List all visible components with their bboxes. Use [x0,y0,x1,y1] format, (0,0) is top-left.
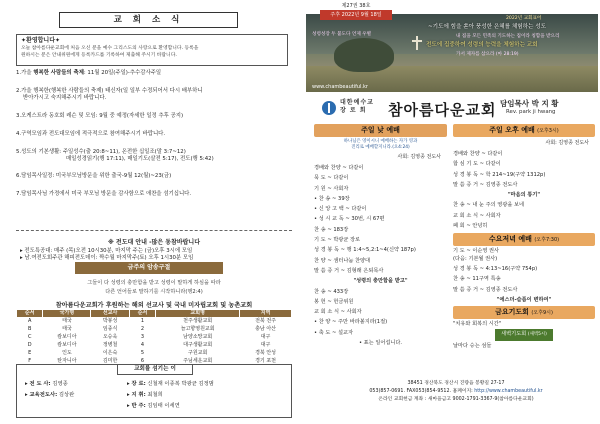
worker-line [127,379,214,389]
welcome-heading: ✦환영합니다✦ [21,37,61,44]
workers-heading: 교회를 섬기는 이 [117,364,193,375]
cell: 충남 아산 [255,326,276,332]
pastor-name-en: Rev. park ji hwang [506,109,556,115]
banner-url[interactable]: www.chambeautiful.kr [312,84,368,90]
evangelism-item: ▸ 남.여전도회주관 해피전도데이: 짝수월 마지막주(토) 오후 1시30분 모임 [20,255,194,261]
verse-body [16,279,292,297]
cell: 김미한 [102,358,118,364]
cell: 정병철 [102,342,118,348]
col-header: 국가명 [43,310,91,318]
banner-motto-1: ~기도에 힘을 쏟아 풍성한 은혜를 체험하는 성도 [428,24,547,30]
welcome-text-line: 오늘 참아름다운교회에 처음 오신 분을 예수 그리스도의 사랑으로 환영합니다. 등록을 [21,46,199,51]
service-verse [314,139,447,151]
service-leader: 사회: 김영종 전도사 [545,140,589,146]
service-time: (새벽5시) [527,332,547,338]
order-item: 폐 회 ~ 안녕히 [453,223,488,230]
verse-line: 다른 언어들로 말하기를 시작하니라(행2:4) [105,289,203,295]
order-item: 찬 양 ~ 샘터나눔 찬양대 [314,257,371,264]
order-item: • 찬 송 ~ 39장 [314,195,350,202]
cell: F [28,358,32,364]
sunday-am-service [314,124,447,348]
cell: 경북 안성 [255,350,276,356]
table-row [17,334,292,342]
worker-name: 최철희 [147,392,163,398]
cell: 임종식 [102,326,118,332]
order-item: 찬 송 ~ 11구역 특송 [453,276,501,283]
worker-line [127,390,163,400]
cell: 전북 전주 [255,318,276,325]
news-item [16,131,292,138]
bank-account: 온라인 교회헌금 계좌 : 새마을금고 9002-1791-3367-9(참아름다운교회) [378,397,534,402]
cell: 늘고향영원교회 [180,326,215,332]
service-title-text: 주일 오후 예배 [489,126,535,134]
cell: E [28,350,32,356]
service-time: (오후3시) [537,128,559,134]
order-list [314,163,447,348]
news-item [16,149,292,163]
cell: 오승욱 [102,334,118,340]
order-item: 성 경 봉 독 ~ 행 1:4~5,2:1~4(신약 187p) [314,247,416,254]
order-item: 묵 도 ~ 다같이 [314,175,349,182]
cell: 천주생활교회 [183,318,213,325]
col-header: 순서 [17,310,43,318]
cell: 박봉성 [102,318,118,325]
mission-heading: 참아름다운교회가 후원하는 해외 선교사 및 국내 미자립교회 및 농촌교회 [55,302,253,309]
col-header: 교회명 [156,310,240,318]
table-row [17,350,292,358]
denomination-line: 장 로 회 [340,107,367,114]
order-item: 경배와 찬양 ~ 다같이 [453,151,503,157]
news-item [16,88,292,102]
order-item: 기 도 ~ 박광균 장로 [314,237,361,244]
sermon-title: "성령의 충만함을 받고" [353,278,408,285]
sermon-title: "치유와 회복의 시간" [453,321,502,328]
cell: 2 [140,326,145,332]
worker-line [25,390,74,400]
cell: 3 [140,334,145,340]
cell: 캄보디아 [57,342,77,348]
worker-name: 신철재 이종복 박광균 김정범 [147,381,214,387]
cell: 인도 [62,350,72,356]
cell: 구원교회 [188,350,208,356]
col-header: 선교사 [91,310,129,318]
cell: 캄보디아 [57,334,77,340]
church-name: 참아름다운교회 [388,101,497,119]
order-item: • 축 도 ~ 설교자 [314,329,354,336]
verse-line: 진리로 예배할지니라.(요4:24) [351,145,410,150]
worker-line [127,401,180,411]
service-time: (오후9시) [531,310,553,317]
evangelism-item: ▸ 전도특공대: 매주 (목)오전 10시30분, 마지막 주는 (금)오후 3시에 모임 [20,248,193,254]
banner-tagline: 성령성장 두 불도다 언제 우별 [312,32,372,37]
cell: 태국 [62,326,72,332]
col-header: 지역 [240,310,292,318]
service-title [453,233,595,246]
order-item: 교 회 소 식 ~ 사회자 [453,212,501,219]
order-list [453,149,595,231]
service-time: (오후7:30) [534,237,560,244]
order-item: 말 씀 증 거 ~ 김영종 전도사 [453,181,518,188]
order-item: • 찬 양 ~ 주만 바라볼지라(1절) [314,319,388,326]
verse-line: 하나님은 영이시니 예배하는 자가 영과 [343,139,418,144]
cell: B [28,326,32,332]
order-item: 찬 송 ~ 433장 [314,288,349,295]
order-item: 경배와 찬양 ~ 다같이 [314,165,364,171]
address: 38451 경산북도 경산시 진량읍 봉황길 27-17 [407,381,505,386]
news-title: 교 회 소 식 [59,12,238,28]
worker-role: ▸ 교육전도사: [25,392,58,398]
cell: 대구생활교회 [183,342,213,348]
cell: C [27,334,32,340]
cell: 대구 [260,342,271,348]
verse-heading: 금주의 암송구절 [75,262,223,274]
divider [16,230,292,231]
sermon-title: "에스더-슬픔이 변하여" [496,296,552,303]
cell: 태국 [62,318,72,325]
cell: 탄자니아 [57,358,77,364]
cross-icon [416,36,418,50]
cell: D [27,342,32,348]
news-item [16,173,292,180]
service-title [453,124,595,137]
news-line: 받아가시고 숙지해주시기 바랍니다. [23,95,107,102]
cell: 이은숙 [102,350,118,356]
news-line: 7.담임목사님 가정에서 미국 부모님 방문을 감사함으로 애찬을 섬기십니다. [16,191,192,198]
service-leader: 사회: 김영종 전도사 [397,154,441,160]
phone: 053)857-0691. FAX053)854-9512. 홈페이지: [369,389,473,394]
cell: 5 [140,350,145,356]
worker-role: ▸ 전 도 사: [25,381,51,387]
table-row [17,318,292,326]
order-item: 성 경 봉 독 ~ 학 214~19(구약 1312p) [453,171,546,178]
issue-date: 주후 2022년 9월 18일 [320,10,392,20]
welcome-box [16,34,288,66]
service-title-text: 수요저녁 예배 [488,235,532,244]
church-logo-icon [322,101,336,115]
order-item: 합 심 기 도 ~ 다같이 [453,161,501,168]
worship-page [304,0,600,424]
worker-name: 김임태 이세연 [147,403,180,409]
news-line: 6.담임목사일정: 미국부모님방문을 위한 출국-9월 12(월)~23(금) [16,173,172,180]
sermon-title: "마음의 통기" [507,192,541,199]
news-item [16,70,292,77]
col-header: 순서 [129,310,155,318]
evangelism-heading: ※ 전도대 안내 -많은 동참바랍니다 [107,239,201,246]
service-title: 주일 낮 예배 [314,124,447,137]
mission-table [16,309,292,366]
cell: 대구 [260,334,271,340]
service-title-text: 금요기도회 [495,308,529,317]
news-list [16,70,292,209]
order-item: 봉 헌 ~ 헌금위원 [314,298,354,305]
order-item: 교 회 소 식 ~ 사회자 [314,309,362,316]
banner-tree [334,38,394,72]
order-item: 기 도 ~ 이순영 권사 [453,248,500,255]
homepage-link[interactable]: http://www.chambeautiful.kr [474,389,543,394]
banner-photo [306,14,598,92]
church-header [314,96,598,122]
order-item: 찬 송 ~ 내 눈 주의 영광을 보네 [453,202,525,209]
news-prefix: 1.가을 [16,70,34,76]
banner-year: 2022년 교회표어 [506,16,542,21]
order-item: 말 씀 증 거 ~ 김영종 전도사 [453,286,518,293]
order-item: 찬 송 ~ 183장 [314,226,349,233]
news-line: 4.구역모임과 전도대모임에 적극적으로 참여해주시기 바랍니다. [16,130,166,137]
table-row [17,342,292,350]
news-line: 5.성도의 기본생활: 주일성수(출 20:8~11), 온전한 십일조(말 3:7~12) [16,148,186,155]
denomination-line: 대한예수교 [340,99,374,106]
order-item: (다음: 기본월 권사) [453,255,498,262]
order-item: 기 원 ~ 사회자 [314,185,349,192]
table-row [17,326,292,334]
worker-role: ▸ 장 로: [127,381,146,387]
pastor-name: 담임목사 박 지 황 [500,99,559,108]
worker-line [25,379,68,389]
welcome-text [21,45,283,59]
contact-line [314,388,598,396]
news-item [16,191,292,198]
order-item: • 신 앙 고 백 ~ 다같이 [314,206,367,213]
banner-motto-2: 전도에 집중하여 성령의 능력을 체험하는 교회 [426,42,538,48]
worker-name: 김상완 [58,392,75,398]
denomination [340,99,374,115]
news-page [0,0,299,424]
order-item: 성 경 봉 독 ~ 4:13~16(구약 754p) [453,265,538,272]
cell: 4 [140,342,145,348]
worker-role: ▸ 반 주: [127,403,146,409]
news-highlight: 행복한 사람들의 축제 [33,70,84,76]
cell: 주님세운교회 [183,358,213,364]
order-item: 말 씀 증 거 ~ 김형래 은퇴목사 [314,267,384,274]
news-rest: : 11월 20일(주일)-추수감사주일 [83,70,162,76]
sermon-title: 날마다 승는 섬들 [453,342,492,349]
cell: A [28,318,32,325]
order-item: • 성 시 교 독 ~ 30번, 시 67편 [314,216,385,223]
cell: 6 [140,358,145,364]
workers-box [16,364,292,418]
verse-line: 그들이 다 성령의 충만함을 받고 성령이 말하게 하심을 따라 [87,280,221,286]
church-footer [314,380,598,404]
cell: 1 [140,318,145,325]
other-services [453,124,595,351]
issue-number: 제27권 38호 [341,3,371,9]
worker-name: 김영종 [52,381,68,387]
news-line: 2.가을 행복한(행복한 사람들의 축제) 태신자(일 일부 수정되어서 다시 배부하니 [16,88,203,95]
cell: 남양소망교회 [183,334,213,340]
mission-header-row [17,310,292,318]
service-title [453,329,595,340]
order-list [453,246,595,305]
news-item [16,113,292,120]
cell: 경기 포천 [255,358,276,364]
service-title-text: 새벽기도회 [501,331,527,338]
banner-motto-2-sub: 가서 제자를 삼으라 (마 28:19) [456,52,519,57]
news-line: 매일성경읽기(행 17:11), 매일기도(살전 5:17), 전도(행 5:42) [66,155,214,162]
welcome-text-line: 원하시는 분은 안내위원에게 등록카드를 기록하여 제출해 주시기 바랍니다. [21,53,177,58]
worker-role: ▸ 지 휘: [127,392,146,398]
banner-motto-1-sub: 내 집을 모든 민족의 기도하는 집이라 칭함을 받으리 [456,34,560,39]
standing-note: • 표는 일어섭니다. [358,340,403,347]
service-title [453,306,595,319]
dawn-title [495,329,553,340]
news-line: 3.오케스트라 동호회 레슨 및 모임: 9월 중 예정(자세한 일정 추후 공지) [16,113,184,120]
